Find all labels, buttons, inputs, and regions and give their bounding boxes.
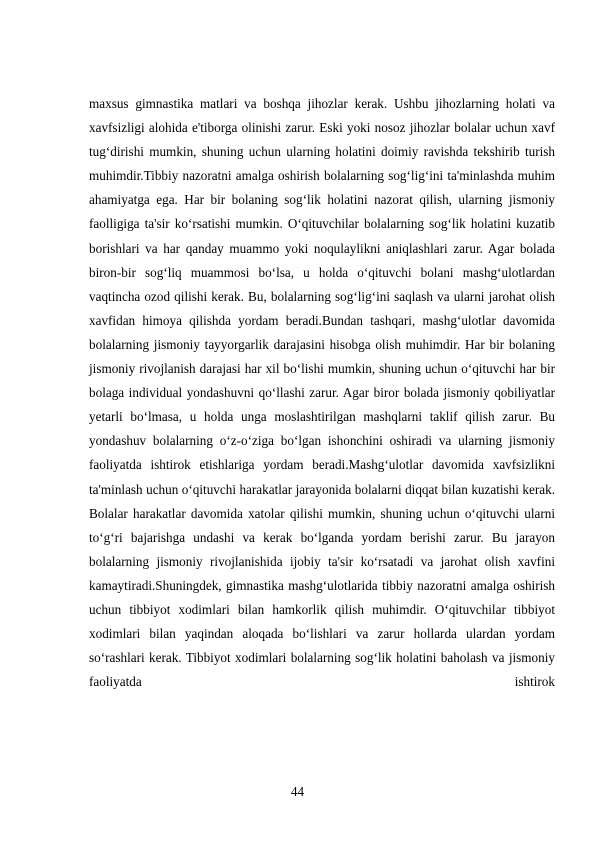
page-number: 44 [290,784,305,799]
body-paragraph: maxsus gimnastika matlari va boshqa jihozlar kerak. Ushbu jihozlarning holati va xavfsizligi alohida e'tiborga olinishi zarur. Eski yoki nosoz jihozlar bolalar uchun xavf tug‘dirishi mumkin, shuning uchun ularning holatini doimiy ravishda tekshirib turish muhimdir.Tibbiy nazoratni amalga oshirish bolalarning sog‘lig‘ini ta'minlashda muhim ahamiyatga ega. Har bir bolaning sog‘lik holatini nazorat qilish, ularning jismoniy faolligiga ta'sir ko‘rsatishi mumkin. O‘qituvchilar bolalarning sog‘lik holatini kuzatib borishlari va har qanday muammo yoki noqulaylikni aniqlashlari zarur. Agar bolada biron-bir sog‘liq muammosi bo‘lsa, u holda o‘qituvchi bolani mashg‘ulotlardan vaqtincha ozod qilishi kerak. Bu, bolalarning sog‘lig‘ini saqlash va ularni jarohat olish xavfidan himoya qilishda yordam beradi.Bundan tashqari, mashg‘ulotlar davomida bolalarning jismoniy tayyorgarlik darajasini hisobga olish muhimdir. Har bir bolaning jismoniy rivojlanish darajasi har xil bo‘lishi mumkin, shuning uchun o‘qituvchi har bir bolaga individual yondashuvni qo‘llashi zarur. Agar biror bolada jismoniy qobiliyatlar yetarli bo‘lmasa, u holda unga moslashtirilgan mashqlarni taklif qilish zarur. Bu yondashuv bolalarning o‘z-o‘ziga bo‘lgan ishonchini oshiradi va ularning jismoniy faoliyatda ishtirok etishlariga yordam beradi.Mashg‘ulotlar davomida xavfsizlikni ta'minlash uchun o‘qituvchi harakatlar jarayonida bolalarni diqqat bilan kuzatishi kerak. Bolalar harakatlar davomida xatolar qilishi mumkin, shuning uchun o‘qituvchi ularni to‘g‘ri bajarishga undashi va kerak bo‘lganda yordam berishi zarur. Bu jarayon bolalarning jismoniy rivojlanishida ijobiy ta'sir ko‘rsatadi va jarohat olish xavfini kamaytiradi.Shuningdek, gimnastika mashg‘ulotlarida tibbiy nazoratni amalga oshirish uchun tibbiyot xodimlari bilan hamkorlik qilish muhimdir. O‘qituvchilar tibbiyot xodimlari bilan yaqindan aloqada bo‘lishlari va zarur hollarda ulardan yordam so‘rashlari kerak. Tibbiyot xodimlari bolalarning sog‘lik holatini baholash va jismoniy faoliyatda ishtirok [89,96,555,690]
